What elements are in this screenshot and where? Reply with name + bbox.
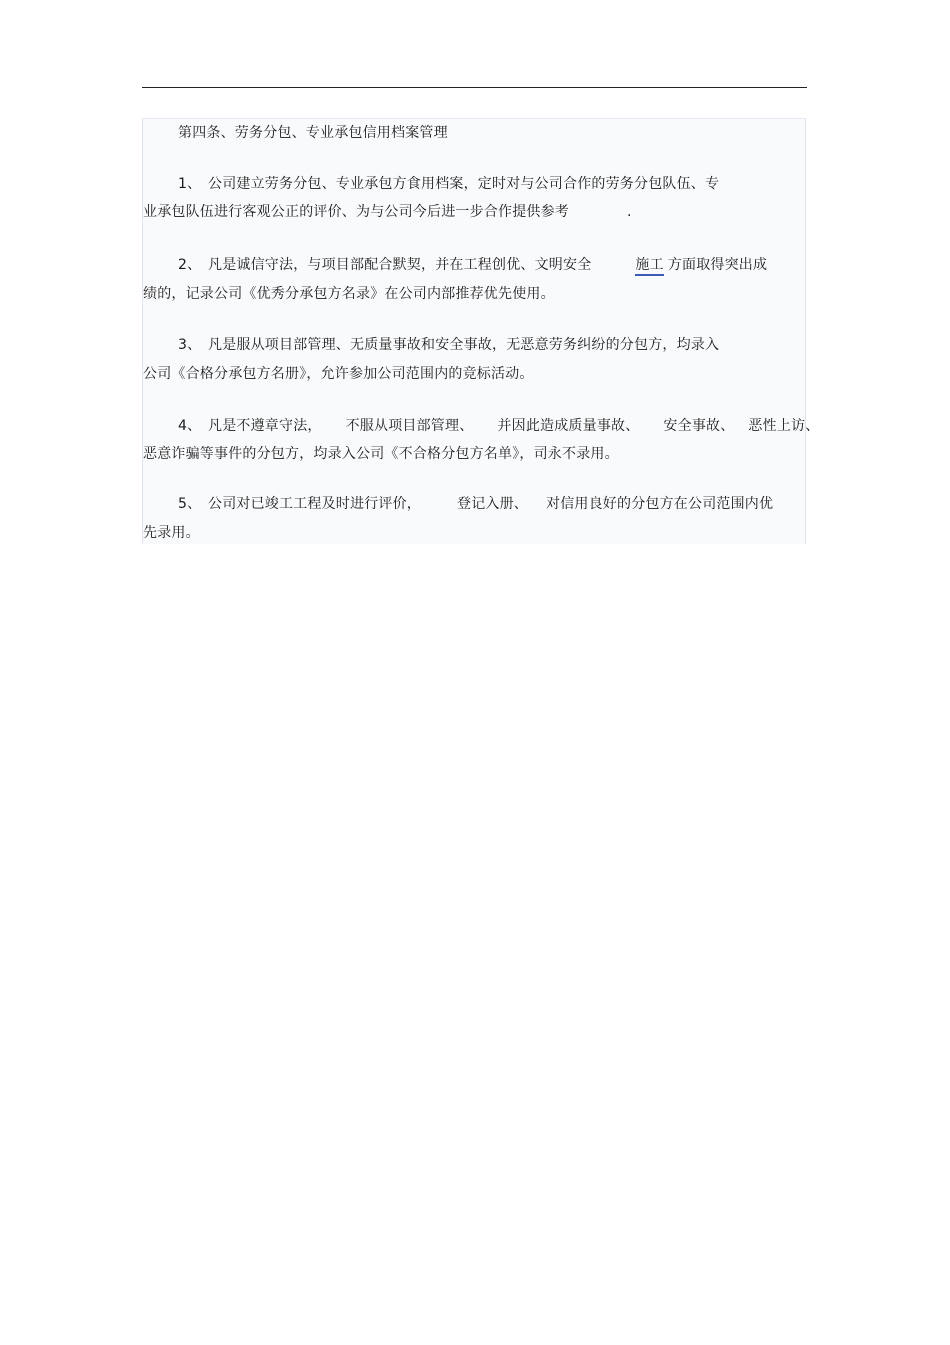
item-5-line-1: [178, 494, 773, 514]
item-5-line-2: 先录用。: [143, 525, 200, 541]
item-text: 对信用良好的分包方在公司范围内优: [546, 496, 774, 512]
item-4-line-2: 恶意诈骗等事件的分包方，均录入公司《不合格分包方名单》，司永不录用。: [143, 446, 619, 462]
item-text: 公司对已竣工工程及时进行评价，: [208, 496, 421, 512]
item-2-line-1: [178, 255, 767, 275]
item-text-end: .: [627, 204, 632, 220]
item-text: 公司建立劳务分包、专业承包方食用档案，定时对与公司合作的劳务分包队伍、专: [208, 176, 720, 192]
item-text: 恶性上访、: [748, 418, 820, 434]
item-number: 1、: [178, 176, 202, 192]
item-number: 2、: [178, 257, 202, 273]
item-text: 凡是不遵章守法，: [208, 418, 322, 434]
item-text: 业承包队伍进行客观公正的评价、为与公司今后进一步合作提供参考: [143, 204, 569, 220]
item-1-line-1: [178, 174, 719, 194]
item-3-line-2: 公司《合格分承包方名册》，允许参加公司范围内的竞标活动。: [143, 366, 534, 382]
construction-link[interactable]: 施工: [635, 257, 663, 276]
item-1-line-2: [143, 202, 632, 222]
item-text: 凡是诚信守法，与项目部配合默契，并在工程创优、文明安全: [208, 257, 592, 273]
item-number: 3、: [178, 337, 202, 353]
item-number: 4、: [178, 418, 202, 434]
item-text: 方面取得突出成: [667, 257, 768, 273]
item-text: 并因此造成质量事故、: [497, 418, 640, 434]
item-3-line-1: [178, 335, 719, 355]
item-4-line-1: [178, 416, 819, 436]
item-text: 不服从项目部管理、: [345, 418, 474, 434]
header-rule: [142, 87, 807, 88]
item-text: 安全事故、: [663, 418, 735, 434]
item-text: 登记入册、: [457, 496, 528, 512]
article-section: [142, 118, 820, 544]
item-text: 凡是服从项目部管理、无质量事故和安全事故，无恶意劳务纠纷的分包方，均录入: [208, 337, 720, 353]
item-number: 5、: [178, 496, 202, 512]
article-heading: 第四条、劳务分包、专业承包信用档案管理: [178, 125, 448, 141]
item-2-line-2: 绩的，记录公司《优秀分承包方名录》在公司内部推荐优先使用。: [143, 286, 555, 302]
